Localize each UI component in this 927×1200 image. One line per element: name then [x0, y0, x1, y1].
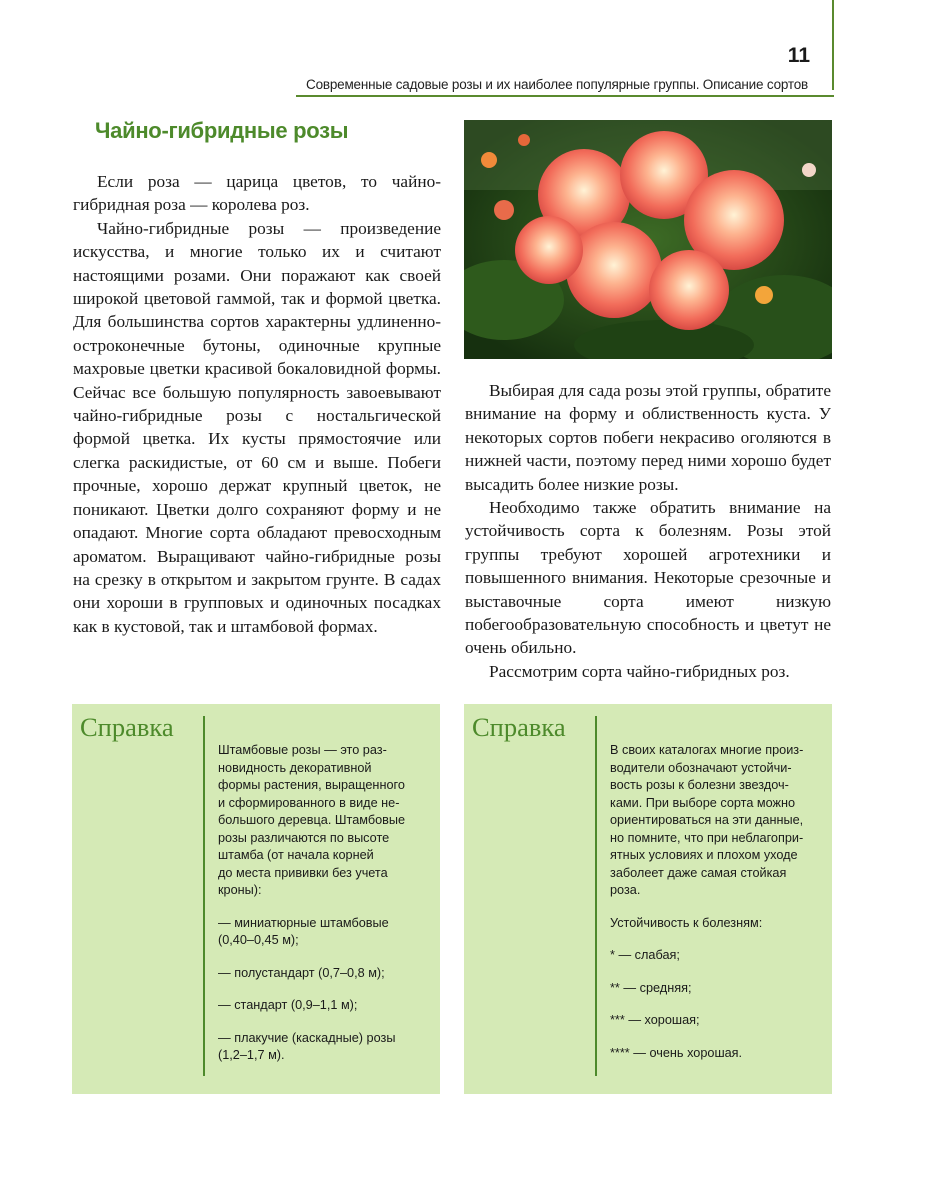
right-column: [465, 379, 831, 683]
text-line: до места прививки без учета: [218, 865, 388, 880]
text-line: новидность декоративной: [218, 760, 372, 775]
paragraph: Выбирая для сада розы этой группы, обратите внимание на форму и облиственность куста. У некоторых сортов побеги некрасиво оголяются в нижней части, поэтому перед ними хорошо будет высадить более низкие розы.: [465, 381, 831, 494]
list-item: [218, 915, 418, 950]
scale-label: [610, 915, 810, 933]
reference-box-divider: [203, 716, 205, 1076]
text-line: ** — средняя;: [610, 980, 692, 995]
text-line: заболеет даже самая стойкая: [610, 865, 787, 880]
reference-box-body: [218, 742, 418, 1080]
text-line: — полустандарт (0,7–0,8 м);: [218, 965, 385, 980]
text-line: — плакучие (каскадные) розы: [218, 1030, 396, 1045]
list-item: [218, 997, 418, 1015]
text-line: **** — очень хорошая.: [610, 1045, 743, 1060]
text-line: ориентироваться на эти данные,: [610, 813, 804, 827]
text-line: штамба (от начала корней: [218, 848, 374, 862]
reference-box-title: Справка: [472, 712, 566, 742]
text-line: Устойчивость к болезням:: [610, 915, 763, 930]
header-horizontal-rule: [296, 95, 834, 97]
reference-box-divider: [595, 716, 597, 1076]
text-line: — миниатюрные штамбовые: [218, 915, 389, 930]
paragraph: Чайно-гибридные розы — произведение искусства, и многие только их и считают настоящими розами. Они поражают как своей широкой цветовой гаммой, так и формой цветка. Для большинства сортов характерны удлиненно-остроконечные бутоны, одиночные крупные махровые цветки красивой бокаловидной формы. Сейчас все большую популярность завоевывают чайно-гибридные розы с ностальгической формой цветка. Их кусты прямостоячие или слегка раскидистые, от 60 см и выше. Побеги прочные, хорошо держат крупный цветок, не поникают. Цветки долго сохраняют форму и не опадают. Многие сорта обладают превосходным ароматом. Выращивают чайно-гибридные розы на срезку в открытом и закрытом грунте. В садах они хороши в групповых и одиночных посадках как в кустовой, так и штамбовой формах.: [73, 218, 441, 636]
page-number: 11: [787, 44, 810, 67]
list-item: [610, 1012, 810, 1030]
running-head: Современные садовые розы и их наиболее популярные группы. Описание сортов: [306, 77, 808, 92]
text-line: формы растения, выращенного: [218, 778, 405, 792]
reference-box-body: [610, 742, 810, 1077]
text-line: и сформированного в виде не-: [218, 795, 400, 810]
text-line: розы различаются по высоте: [218, 830, 390, 845]
paragraph: Если роза — царица цветов, то чайно-гибридная роза — королева роз.: [73, 172, 441, 215]
list-item: [218, 1030, 418, 1065]
header-vertical-rule: [832, 0, 834, 90]
text-line: ятных условиях и плохом уходе: [610, 848, 798, 862]
reference-box-disease-resistance: [464, 704, 832, 1094]
left-column: [73, 170, 441, 638]
text-line: вость розы к болезни звездоч-: [610, 778, 789, 792]
text-line: роза.: [610, 883, 641, 897]
text-line: но помните, что при неблагопри-: [610, 830, 804, 845]
reference-box-standard-roses: [72, 704, 440, 1094]
reference-intro: [610, 742, 810, 900]
text-line: кроны):: [218, 883, 262, 897]
text-line: (1,2–1,7 м).: [218, 1048, 285, 1062]
paragraph: Рассмотрим сорта чайно-гибридных роз.: [489, 661, 790, 681]
text-line: ками. При выборе сорта можно: [610, 795, 796, 810]
text-line: (0,40–0,45 м);: [218, 933, 299, 947]
rose-photo-image: [464, 120, 832, 359]
list-item: [610, 947, 810, 965]
reference-intro: [218, 742, 418, 900]
list-item: [610, 980, 810, 998]
list-item: [610, 1045, 810, 1063]
list-item: [218, 965, 418, 983]
text-line: большого деревца. Штамбовые: [218, 813, 406, 827]
text-line: водители обозначают устойчи-: [610, 760, 792, 775]
text-line: В своих каталогах многие произ-: [610, 743, 804, 757]
text-line: Штамбовые розы — это раз-: [218, 743, 387, 757]
section-title: Чайно-гибридные розы: [95, 118, 349, 143]
reference-box-title: Справка: [80, 712, 174, 742]
paragraph: Необходимо также обратить внимание на устойчивость сорта к болезням. Розы этой группы требуют хорошей агротехники и повышенного внимания. Некоторые срезочные и выставочные сорта имеют низкую побегообразовательную способность и цветут не очень обильно.: [465, 498, 831, 658]
text-line: *** — хорошая;: [610, 1013, 700, 1027]
text-line: — стандарт (0,9–1,1 м);: [218, 998, 358, 1012]
rose-photo: [464, 120, 832, 359]
text-line: * — слабая;: [610, 948, 680, 962]
